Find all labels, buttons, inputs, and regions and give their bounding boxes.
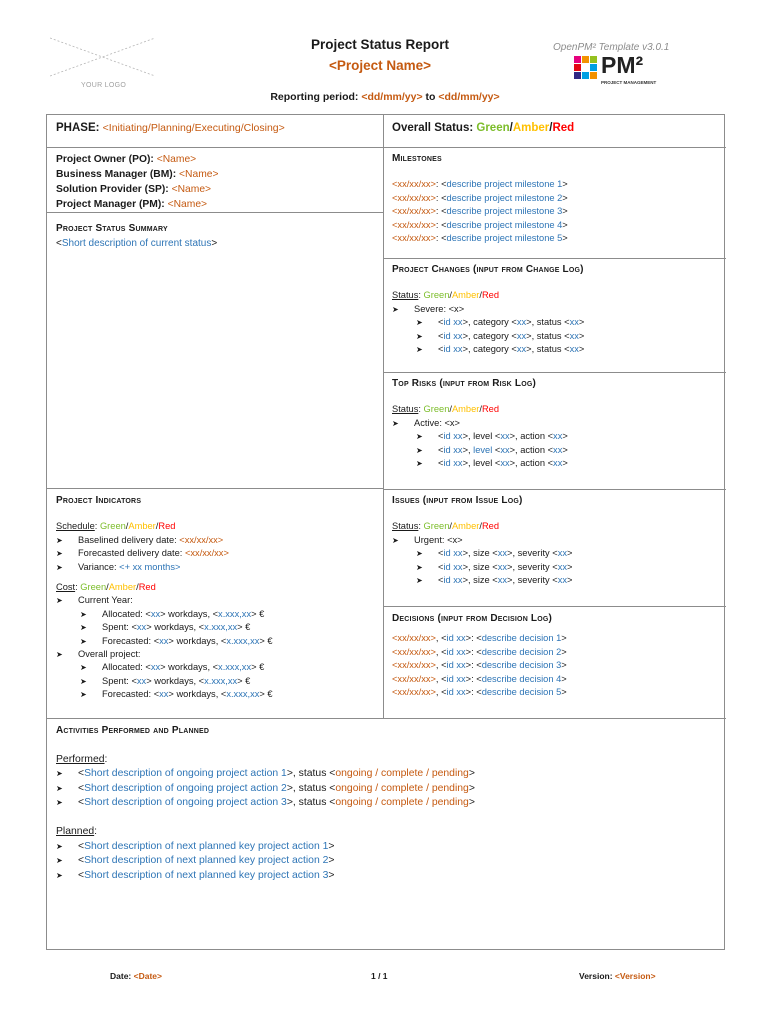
summary-heading: Project Status Summary <box>56 223 168 234</box>
project-owner: Project Owner (PO): <Name> <box>56 154 197 165</box>
activities-heading: Activities Performed and Planned <box>56 725 210 736</box>
activities-section <box>56 724 475 883</box>
decision-item: <xx/xx/xx>, <id xx>: <describe decision 4> <box>392 673 567 684</box>
decisions-section <box>392 612 567 699</box>
status-green: Green <box>476 122 510 134</box>
changes-heading: Project Changes (input from Change Log) <box>392 264 584 275</box>
performed-item: ➤ <Short description of ongoing project action 1>, status <ongoing / complete / pending> <box>56 767 475 782</box>
issues-level: ➤ Urgent: <x> <box>392 534 572 547</box>
schedule-status: Schedule: Green/Amber/Red <box>56 521 176 532</box>
baselined-date: ➤ Baselined delivery date: <xx/xx/xx> <box>56 534 273 547</box>
cost-row: ➤ Spent: <xx> workdays, <x.xxx,xx> € <box>56 675 273 688</box>
template-version: OpenPM² Template v3.0.1 <box>553 42 670 53</box>
footer-page: 1 / 1 <box>371 971 388 981</box>
pm2-logo <box>574 54 674 96</box>
planned-item: ➤ <Short description of next planned key project action 2> <box>56 854 475 869</box>
reporting-period-label: Reporting period: <box>270 91 362 103</box>
logo-text: YOUR LOGO <box>81 82 127 89</box>
overall-status: Overall Status: Green/Amber/Red <box>392 122 575 134</box>
business-manager: Business Manager (BM): <Name> <box>56 169 219 180</box>
decision-item: <xx/xx/xx>, <id xx>: <describe decision 3> <box>392 660 567 671</box>
cost-row: ➤ Allocated: <xx> workdays, <x.xxx,xx> € <box>56 608 273 621</box>
status-red: Red <box>552 122 575 134</box>
reporting-period <box>200 91 570 103</box>
report-title: Project Status Report <box>310 37 450 52</box>
risks-level: ➤ Active: <x> <box>392 417 568 430</box>
changes-section <box>392 263 584 356</box>
issues-status: Status: Green/Amber/Red <box>392 521 500 532</box>
planned-label-line: Planned: <box>56 825 98 837</box>
issue-row: ➤ <id xx>, size <xx>, severity <xx> <box>392 561 572 574</box>
forecasted-date: ➤ Forecasted delivery date: <xx/xx/xx> <box>56 547 273 560</box>
cost-status: Cost: Green/Amber/Red <box>56 582 156 593</box>
summary-text: Short description of current status <box>61 238 212 250</box>
planned-item: ➤ <Short description of next planned key project action 1> <box>56 840 475 855</box>
performed-item: ➤ <Short description of ongoing project action 3>, status <ongoing / complete / pending> <box>56 796 475 811</box>
risk-row: ➤ <id xx>, level <xx>, action <xx> <box>392 457 568 470</box>
issue-row: ➤ <id xx>, size <xx>, severity <xx> <box>392 547 572 560</box>
milestones-section <box>392 152 568 245</box>
footer-date: Date: <Date> <box>110 971 162 981</box>
phase-label: PHASE: <box>56 122 103 134</box>
period-to: <dd/mm/yy> <box>438 91 500 103</box>
changes-level: ➤ Severe: <x> <box>392 303 584 316</box>
milestone-item: <xx/xx/xx>: <describe project milestone 4> <box>392 219 568 230</box>
issue-row: ➤ <id xx>, size <xx>, severity <xx> <box>392 574 572 587</box>
current-year: ➤ Current Year: <box>56 594 273 607</box>
risks-heading: Top Risks (input from Risk Log) <box>392 378 537 389</box>
pm2-mosaic-icon <box>574 56 598 80</box>
cost-row: ➤ Allocated: <xx> workdays, <x.xxx,xx> € <box>56 661 273 674</box>
performed-label: Performed <box>56 753 105 765</box>
pm2-wordmark: PM² <box>601 52 644 78</box>
project-name: <Project Name> <box>328 58 432 73</box>
decisions-heading: Decisions (input from Decision Log) <box>392 613 553 624</box>
solution-provider: Solution Provider (SP): <Name> <box>56 184 212 195</box>
changes-status: Status: Green/Amber/Red <box>392 290 500 301</box>
risks-section <box>392 377 568 470</box>
decision-item: <xx/xx/xx>, <id xx>: <describe decision 1> <box>392 633 567 644</box>
status-amber: Amber <box>512 122 550 134</box>
overall-status-label: Overall Status: <box>392 122 477 134</box>
people-block <box>56 152 219 212</box>
cost-row: ➤ Spent: <xx> workdays, <x.xxx,xx> € <box>56 621 273 634</box>
project-manager: Project Manager (PM): <Name> <box>56 199 208 210</box>
period-to-word: to <box>422 91 439 103</box>
indicators-heading: Project Indicators <box>56 495 142 506</box>
footer-version: Version: <Version> <box>579 971 656 981</box>
cost-row: ➤ Forecasted: <xx> workdays, <x.xxx,xx> € <box>56 688 273 701</box>
decision-item: <xx/xx/xx>, <id xx>: <describe decision 5> <box>392 687 567 698</box>
pm2-caption: PROJECT MANAGEMENT <box>601 80 657 85</box>
performed-item: ➤ <Short description of ongoing project action 2>, status <ongoing / complete / pending> <box>56 782 475 797</box>
decision-item: <xx/xx/xx>, <id xx>: <describe decision 2> <box>392 646 567 657</box>
cost-row: ➤ Forecasted: <xx> workdays, <x.xxx,xx> € <box>56 635 273 648</box>
milestone-item: <xx/xx/xx>: <describe project milestone 2> <box>392 192 568 203</box>
milestone-item: <xx/xx/xx>: <describe project milestone 5> <box>392 233 568 244</box>
issues-section <box>392 494 572 587</box>
phase-row <box>56 122 285 135</box>
performed-label-line: Performed: <box>56 753 108 765</box>
period-from: <dd/mm/yy> <box>361 91 423 103</box>
milestone-item: <xx/xx/xx>: <describe project milestone 1> <box>392 179 568 190</box>
risk-row: ➤ <id xx>, level <xx>, action <xx> <box>392 430 568 443</box>
milestone-item: <xx/xx/xx>: <describe project milestone 3> <box>392 206 568 217</box>
overall-project: ➤ Overall project: <box>56 648 273 661</box>
risk-row: ➤ <id xx>, level <xx>, action <xx> <box>392 444 568 457</box>
logo-placeholder <box>50 36 155 96</box>
change-row: ➤ <id xx>, category <xx>, status <xx> <box>392 316 584 329</box>
milestones-heading: Milestones <box>392 153 442 164</box>
indicators-section <box>56 494 273 702</box>
phase-value: <Initiating/Planning/Executing/Closing> <box>102 122 285 134</box>
risks-status: Status: Green/Amber/Red <box>392 404 500 415</box>
planned-label: Planned <box>56 825 95 837</box>
variance: ➤ Variance: <+ xx months> <box>56 561 273 574</box>
status-summary <box>56 222 217 251</box>
change-row: ➤ <id xx>, category <xx>, status <xx> <box>392 343 584 356</box>
change-row: ➤ <id xx>, category <xx>, status <xx> <box>392 330 584 343</box>
summary-text-line: <Short description of current status> <box>56 238 218 250</box>
issues-heading: Issues (input from Issue Log) <box>392 495 523 506</box>
planned-item: ➤ <Short description of next planned key project action 3> <box>56 869 475 884</box>
